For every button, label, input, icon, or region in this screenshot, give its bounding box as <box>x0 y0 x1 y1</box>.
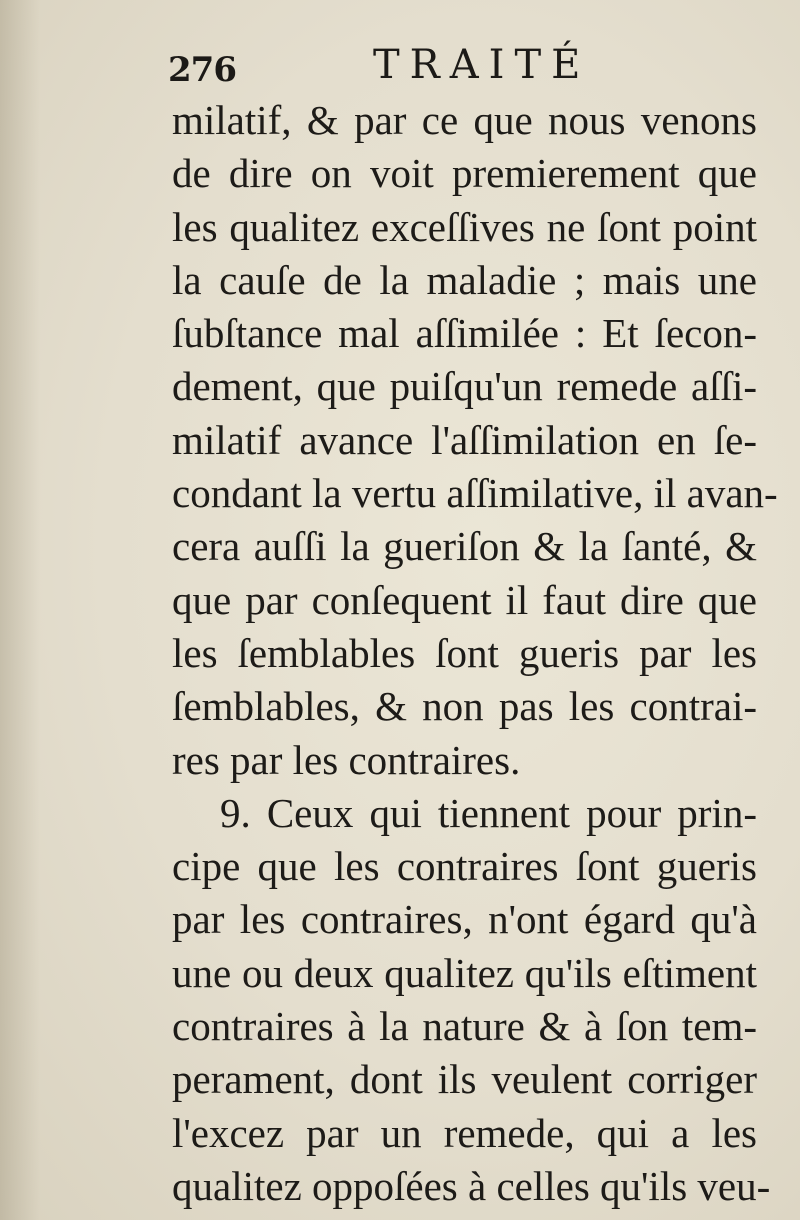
text-line: cera auſſi la gueriſon & la ſanté, & <box>172 523 757 570</box>
text-line: perament, dont ils veulent corriger <box>172 1056 757 1103</box>
text-line: 9. Ceux qui tiennent pour prin- <box>220 789 757 836</box>
text-line: ſemblables, & non pas les contrai- <box>172 683 757 730</box>
text-line: la cauſe de la maladie ; mais une <box>172 256 757 303</box>
text-line: contraires à la nature & à ſon tem- <box>172 1003 757 1050</box>
page-number: 276 <box>168 50 236 90</box>
text-line: res par les contraires. <box>172 736 521 783</box>
text-line: l'excez par un remede, qui a les <box>172 1109 757 1156</box>
text-line: les qualitez exceſſives ne ſont point <box>172 203 757 250</box>
text-line: les ſemblables ſont gueris par les <box>172 629 757 676</box>
text-line: par les contraires, n'ont égard qu'à <box>172 896 757 943</box>
text-line: une ou deux qualitez qu'ils eſtiment <box>172 949 757 996</box>
running-title: TRAITÉ <box>373 42 591 88</box>
text-line: condant la vertu aſſimilative, il avan- <box>172 470 778 517</box>
text-line: de dire on voit premierement que <box>172 150 757 197</box>
spine-shadow <box>0 0 40 1220</box>
body-text <box>172 94 778 1213</box>
text-line: cipe que les contraires ſont gueris <box>172 843 757 890</box>
text-line: dement, que puiſqu'un remede aſſi- <box>172 363 757 410</box>
text-line: que par conſequent il faut dire que <box>172 576 757 623</box>
page-header <box>168 42 768 102</box>
text-line: qualitez oppoſées à celles qu'ils veu- <box>172 1162 771 1209</box>
text-line: milatif, & par ce que nous venons <box>172 97 757 143</box>
text-line: milatif avance l'aſſimilation en ſe- <box>172 416 757 463</box>
text-line: ſubſtance mal aſſimilée : Et ſecon- <box>172 310 757 357</box>
